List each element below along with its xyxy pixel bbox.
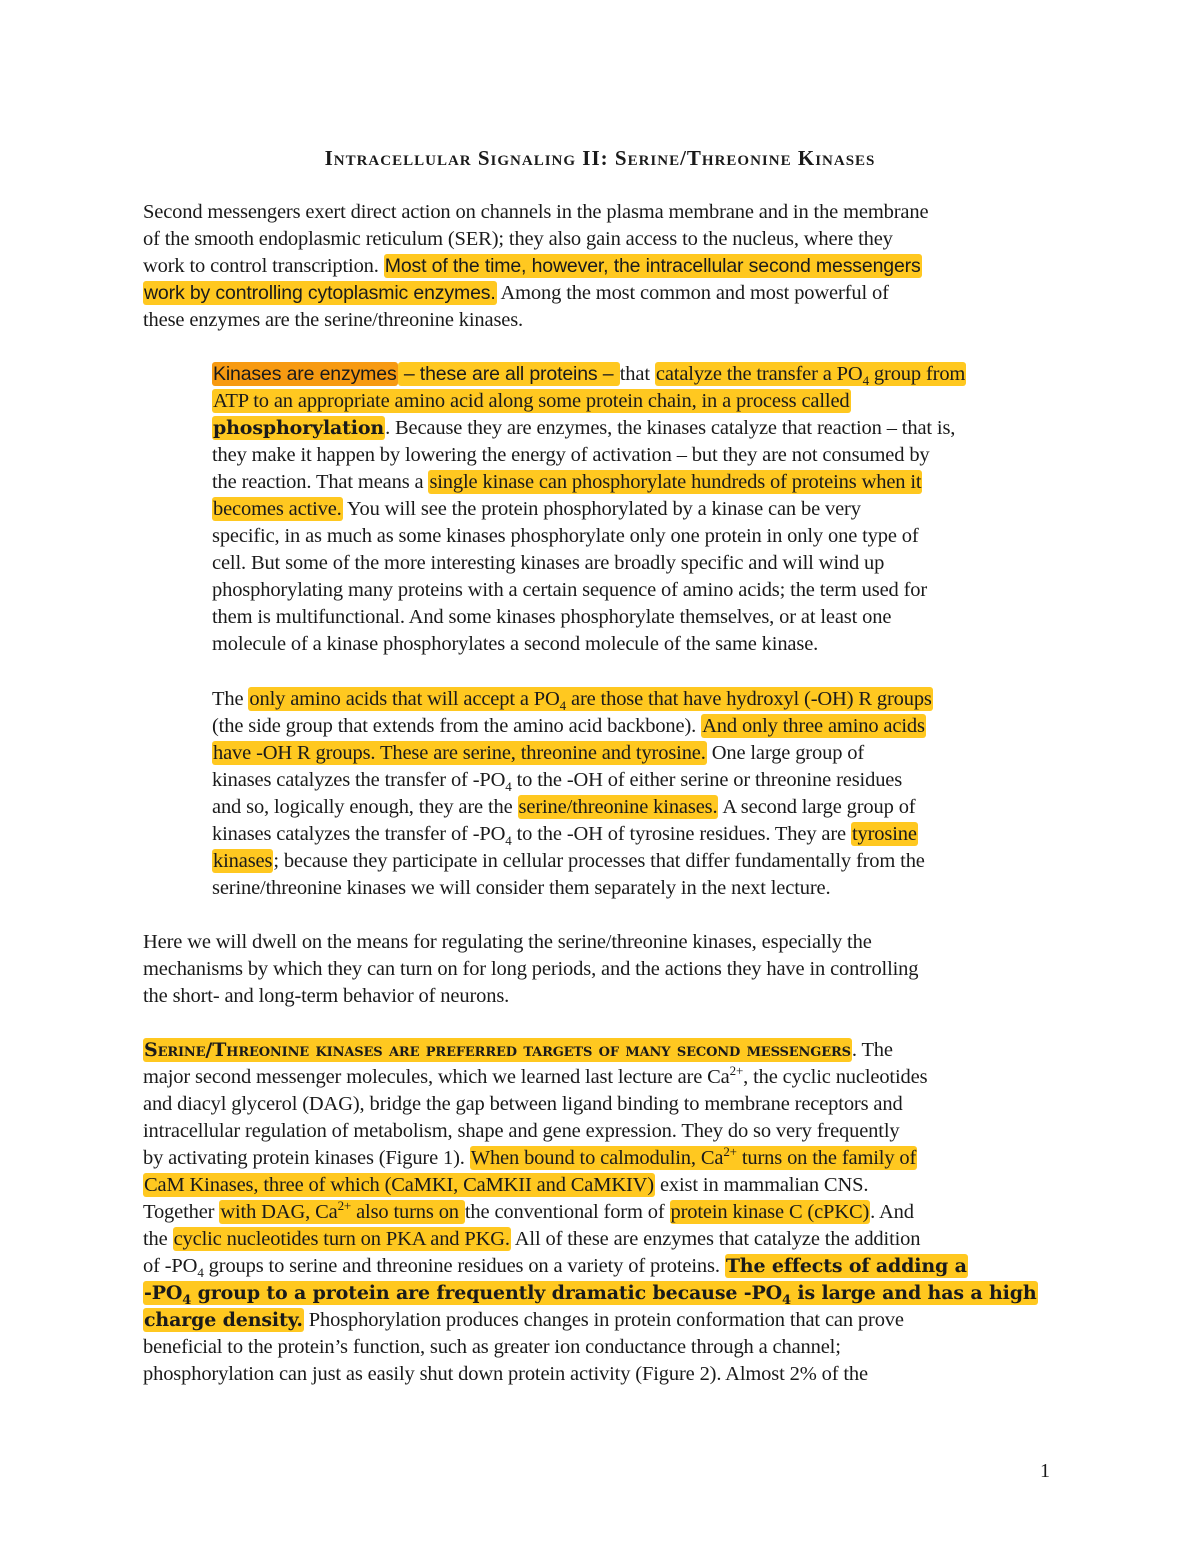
highlight-bold: The effects of adding a — [725, 1255, 967, 1277]
superscript: 2+ — [723, 1144, 737, 1160]
text-run: Among the most common and most powerful of — [496, 282, 889, 304]
highlight — [219, 1200, 465, 1224]
text-line — [143, 1064, 1073, 1091]
text-run: Together — [143, 1201, 220, 1223]
text-run: are those that have hydroxyl (-OH) R groups — [566, 688, 932, 710]
text-line — [212, 713, 1072, 740]
text-line — [212, 415, 1072, 442]
highlight: Most of the time, however, the intracellular second messengers — [384, 255, 921, 277]
text-run: One large group of — [706, 742, 865, 764]
section-heading: Serine/Threonine kinases are preferred targets of many second messengers — [144, 1039, 851, 1061]
highlight-bold — [143, 1281, 1038, 1308]
text-line — [212, 361, 1072, 388]
text-run: group to a protein are frequently dramatic because -PO — [191, 1282, 783, 1304]
text-line: these enzymes are the serine/threonine kinases. — [143, 309, 524, 331]
text-run: major second messenger molecules, which we learned last lecture are Ca — [143, 1066, 730, 1088]
text-line — [212, 848, 1072, 875]
text-run: , the cyclic nucleotides — [743, 1066, 928, 1088]
text-line: and diacyl glycerol (DAG), bridge the gap between ligand binding to membrane receptors and — [143, 1093, 903, 1115]
text-run: groups to serine and threonine residues on a variety of proteins. — [203, 1255, 725, 1277]
text-line — [212, 767, 1072, 794]
highlight: And only three amino acids — [702, 715, 925, 737]
text-run: kinases catalyzes the transfer of -PO — [212, 823, 506, 845]
text-line: serine/threonine kinases we will consider them separately in the next lecture. — [212, 877, 831, 899]
text-run: only amino acids that will accept a PO — [249, 688, 560, 710]
text-line: them is multifunctional. And some kinases phosphorylate themselves, or at least one — [212, 606, 892, 628]
document-title: Intracellular Signaling II: Serine/Threonine Kinases — [324, 146, 876, 170]
text-run: and so, logically enough, they are the — [212, 796, 518, 818]
text-line — [143, 1226, 1073, 1253]
paragraph-regulation — [143, 929, 1073, 1010]
text-line: phosphorylating many proteins with a certain sequence of amino acids; the term used for — [212, 579, 928, 601]
highlight: CaM Kinases, three of which (CaMKI, CaMKII and CaMKIV) — [144, 1174, 654, 1196]
text-line: intracellular regulation of metabolism, shape and gene expression. They do so very frequently — [143, 1120, 900, 1142]
highlight: have -OH R groups. These are serine, threonine and tyrosine. — [213, 742, 706, 764]
text-run: . Because they are enzymes, the kinases catalyze that reaction – that is, — [385, 417, 956, 439]
text-line — [212, 740, 1072, 767]
highlight — [655, 362, 966, 389]
text-run: The — [212, 688, 249, 710]
text-line — [143, 1280, 1073, 1307]
subscript: 4 — [505, 779, 512, 795]
highlight: – these are all proteins – — [398, 363, 619, 385]
text-line — [212, 469, 1072, 496]
text-line — [143, 253, 1073, 280]
text-run: the — [143, 1228, 173, 1250]
text-run: by activating protein kinases (Figure 1). — [143, 1147, 470, 1169]
subscript: 4 — [862, 373, 869, 389]
text-run: A second large group of — [718, 796, 916, 818]
text-line — [143, 280, 1073, 307]
text-run: . And — [870, 1201, 914, 1223]
highlight: kinases — [213, 850, 273, 872]
highlight-strong: Kinases are enzymes — [213, 363, 397, 385]
paragraph-second-messengers — [143, 1037, 1073, 1388]
highlight-bold: phosphorylation — [213, 417, 385, 439]
text-line: of the smooth endoplasmic reticulum (SER); they also gain access to the nucleus, where they — [143, 228, 893, 250]
text-line — [143, 1145, 1073, 1172]
highlight: cyclic nucleotides turn on PKA and PKG. — [173, 1228, 510, 1250]
text-line: Here we will dwell on the means for regulating the serine/threonine kinases, especially the — [143, 931, 872, 953]
text-run: All of these are enzymes that catalyze the addition — [510, 1228, 921, 1250]
text-run: the reaction. That means a — [212, 471, 429, 493]
text-run: is large and has a high — [790, 1282, 1037, 1304]
text-line — [143, 1037, 1073, 1064]
highlight — [248, 687, 932, 714]
subscript: 4 — [182, 1292, 192, 1308]
text-line — [212, 388, 1072, 415]
text-line: phosphorylation can just as easily shut down protein activity (Figure 2). Almost 2% of the — [143, 1363, 868, 1385]
text-line: beneficial to the protein’s function, such as greater ion conductance through a channel; — [143, 1336, 841, 1358]
page-number: 1 — [1040, 1460, 1050, 1482]
text-run: that — [619, 363, 655, 385]
text-line — [212, 794, 1072, 821]
text-run: exist in mammalian CNS. — [654, 1174, 869, 1196]
text-run: (the side group that extends from the amino acid backbone). — [212, 715, 702, 737]
text-run: When bound to calmodulin, Ca — [470, 1147, 724, 1169]
text-run: work to control transcription. — [143, 255, 384, 277]
highlight — [470, 1146, 917, 1170]
highlight: single kinase can phosphorylate hundreds of proteins when it — [429, 471, 922, 493]
text-run: . The — [851, 1039, 893, 1061]
text-line — [143, 1307, 1073, 1334]
paragraph-intro — [143, 199, 1073, 334]
text-run: You will see the protein phosphorylated by a kinase can be very — [342, 498, 861, 520]
text-line: specific, in as much as some kinases phosphorylate only one protein in only one type of — [212, 525, 919, 547]
text-run: ; because they participate in cellular processes that differ fundamentally from the — [273, 850, 925, 872]
text-run: turns on the family of — [736, 1147, 917, 1169]
text-line: they make it happen by lowering the energy of activation – but they are not consumed by — [212, 444, 930, 466]
highlight: protein kinase C (cPKC) — [670, 1201, 870, 1223]
text-line — [143, 1172, 1073, 1199]
text-line — [212, 496, 1072, 523]
highlight: ATP to an appropriate amino acid along some protein chain, in a process called — [213, 390, 850, 412]
subscript: 4 — [782, 1292, 791, 1308]
text-run: Phosphorylation produces changes in protein conformation that can prove — [303, 1309, 904, 1331]
text-run: also turns on — [351, 1201, 464, 1223]
text-run: with DAG, Ca — [220, 1201, 338, 1223]
highlight-bold: charge density. — [144, 1309, 303, 1331]
text-line: the short- and long-term behavior of neurons. — [143, 985, 510, 1007]
text-run: to the -OH of tyrosine residues. They are — [511, 823, 851, 845]
text-line — [212, 821, 1072, 848]
text-run: group from — [868, 363, 966, 385]
text-run: of -PO — [143, 1255, 198, 1277]
subscript: 4 — [197, 1265, 204, 1281]
paragraph-amino-acids — [212, 686, 1072, 902]
subscript: 4 — [505, 833, 512, 849]
text-run: -PO — [144, 1282, 183, 1304]
highlight: becomes active. — [213, 498, 342, 520]
text-line: molecule of a kinase phosphorylates a second molecule of the same kinase. — [212, 633, 819, 655]
text-line: Second messengers exert direct action on channels in the plasma membrane and in the membrane — [143, 201, 929, 223]
highlight: serine/threonine kinases. — [518, 796, 718, 818]
highlight: work by controlling cytoplasmic enzymes. — [144, 282, 496, 304]
superscript: 2+ — [337, 1198, 352, 1214]
text-line: mechanisms by which they can turn on for long periods, and the actions they have in controlling — [143, 958, 919, 980]
subscript: 4 — [559, 698, 567, 714]
paragraph-kinases — [212, 361, 1072, 658]
text-line — [143, 1199, 1073, 1226]
text-run: to the -OH of either serine or threonine residues — [511, 769, 903, 791]
text-line — [143, 1253, 1073, 1280]
text-run: catalyze the transfer a PO — [655, 363, 863, 385]
highlight: tyrosine — [851, 823, 917, 845]
text-line: cell. But some of the more interesting kinases are broadly specific and will wind up — [212, 552, 885, 574]
superscript: 2+ — [729, 1063, 744, 1079]
text-run: the conventional form of — [464, 1201, 670, 1223]
text-line — [212, 686, 1072, 713]
text-run: kinases catalyzes the transfer of -PO — [212, 769, 506, 791]
